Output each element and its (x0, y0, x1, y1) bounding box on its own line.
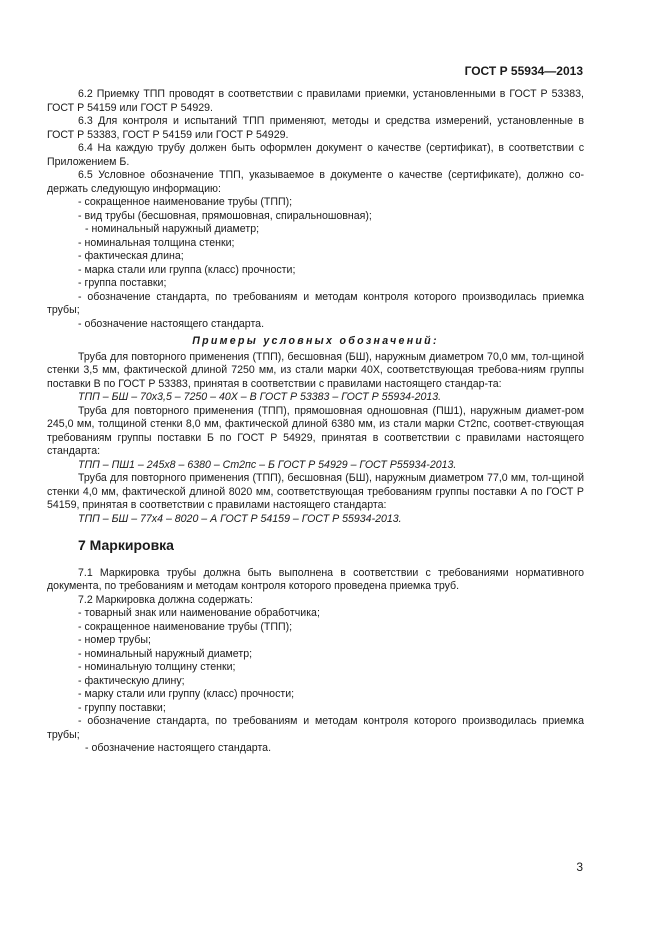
paragraph-6-4: 6.4 На каждую трубу должен быть оформлен документ о качестве (сертификат), в соответствии с Приложением Б. (47, 142, 584, 168)
list-item: - обозначение стандарта, по требованиям и методам контроля которого производилась приемка трубы; (47, 715, 584, 741)
list-item: - товарный знак или наименование обработчика; (78, 607, 320, 619)
list-item: - обозначение стандарта, по требованиям и методам контроля которого производилась приемка трубы; (47, 290, 584, 316)
list-item: - группу поставки; (78, 701, 166, 714)
example-2-designation: ТПП – ПШ1 – 245х8 – 6380 – Ст2пс – Б ГОСТ Р 54929 – ГОСТ Р55934-2013. (78, 458, 457, 471)
page-content (47, 88, 584, 756)
list-item: - сокращенное наименование трубы (ТПП); (78, 196, 293, 208)
page-number: 3 (576, 860, 583, 874)
section-7-title: 7 Маркировка (78, 537, 174, 553)
example-1-designation: ТПП – БШ – 70х3,5 – 7250 – 40Х – В ГОСТ Р 53383 – ГОСТ Р 55934-2013. (78, 391, 442, 403)
list-item: - группа поставки; (78, 277, 167, 289)
example-3-designation: ТПП – БШ – 77х4 – 8020 – А ГОСТ Р 54159 – ГОСТ Р 55934-2013. (78, 512, 402, 525)
list-item: - номинальный наружный диаметр; (85, 223, 260, 235)
example-3-text: Труба для повторного применения (ТПП), бесшовная (БШ), наружным диаметром 77,0 мм, тол-щиной стенки 4,0 мм, фактической длиной 8020 мм, соответствующая требованиям группы поставки А по ГОСТ Р 54159, принятая в соответствии с правилами настоящего стандарта: (47, 472, 584, 511)
list-item: - вид трубы (бесшовная, прямошовная, спиральношовная); (78, 209, 372, 222)
list-item: - обозначение настоящего стандарта. (85, 742, 272, 754)
paragraph-6-2: 6.2 Приемку ТПП проводят в соответствии с правилами приемки, установленными в ГОСТ Р 53383, ГОСТ Р 54159 или ГОСТ Р 54929. (47, 88, 584, 114)
paragraph-6-5: 6.5 Условное обозначение ТПП, указываемое в документе о качестве (сертификате), должно со-держать следующую информацию: (47, 169, 584, 195)
list-item: - номинальный наружный диаметр; (78, 647, 253, 660)
list-item: - фактическую длину; (78, 674, 185, 687)
paragraph-7-1: 7.1 Маркировка трубы должна быть выполнена в соответствии с требованиями нормативного документа, по требованиям и методам контроля которого проведена приемка труб. (47, 566, 584, 592)
list-item: - марка стали или группа (класс) прочности; (78, 263, 296, 276)
paragraph-7-2: 7.2 Маркировка должна содержать: (78, 593, 253, 606)
standard-header: ГОСТ Р 55934—2013 (464, 64, 583, 78)
list-item: - сокращенное наименование трубы (ТПП); (78, 620, 293, 633)
list-item: - марку стали или группу (класс) прочности; (78, 688, 295, 700)
list-item: - номер трубы; (78, 634, 151, 646)
examples-title: Примеры условных обозначений: (192, 335, 439, 347)
list-item: - номинальную толщину стенки; (78, 661, 236, 673)
list-item: - номинальная толщина стенки; (78, 236, 235, 249)
list-item: - фактическая длина; (78, 250, 184, 262)
example-1-text: Труба для повторного применения (ТПП), бесшовная (БШ), наружным диаметром 70,0 мм, тол-щиной стенки 3,5 мм, фактической длиной 7250 мм, из стали марки 40Х, соответствующая требова-ниям группы поставки В по ГОСТ Р 53383, принятая в соответствии с правилами настоящего стандар-та: (47, 350, 584, 390)
example-2-text: Труба для повторного применения (ТПП), прямошовная одношовная (ПШ1), наружным диамет-ром 245,0 мм, толщиной стенки 8,0 мм, фактической длиной 6380 мм, из стали марки Ст2пс, соответ-ствующая требованиям группы поставки Б по ГОСТ Р 54929, принятая в соответствии с правилами настоящего стандарта: (47, 404, 584, 457)
paragraph-6-3: 6.3 Для контроля и испытаний ТПП применяют, методы и средства измерений, установленные в ГОСТ Р 53383, ГОСТ Р 54159 или ГОСТ Р 54929. (47, 115, 584, 141)
list-item: - обозначение настоящего стандарта. (78, 317, 265, 330)
